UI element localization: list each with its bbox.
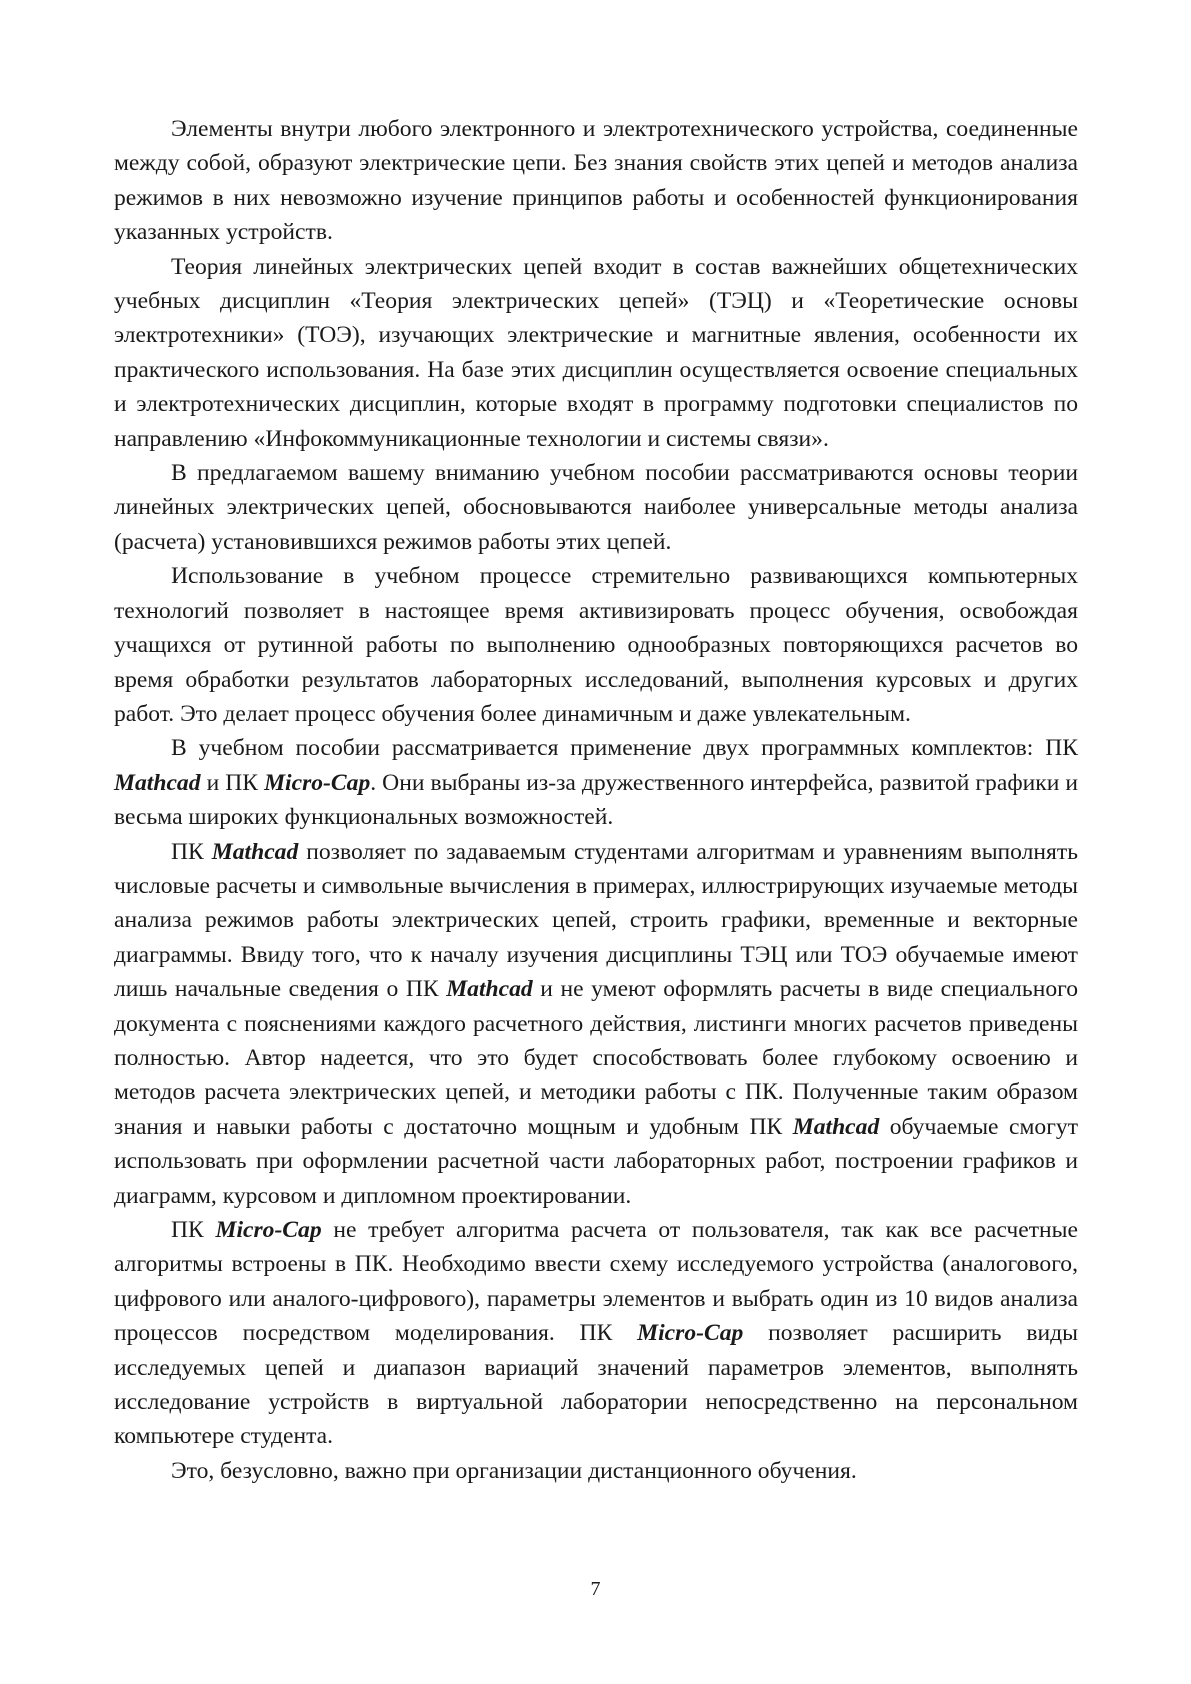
paragraph-text: позволяет по задаваемым студентами алгоритмам и уравнениям выполнять числовые расчеты и символьные вычисления в примерах, иллюстрирующих изучаемые методы анализа режимов работы электрических цепей, строить графики, временные и векторные диаграммы. Ввиду того, что к началу изучения дисциплины ТЭЦ или ТОЭ обучаемые имеют лишь начальные сведения о ПК <box>114 838 1078 1003</box>
paragraph-text: ПК <box>171 838 212 865</box>
emphasized-term: Mathcad <box>792 1113 880 1140</box>
paragraph-text: Использование в учебном процессе стремительно развивающихся компьютерных технологий позволяет в настоящее время активизировать процесс обучения, освобождая учащихся от рутинной работы по выполнению однообразных повторяющихся расчетов во время обработки результатов лабораторных исследований, выполнения курсовых и других работ. Это делает процесс обучения более динамичным и даже увлекательным. <box>114 563 1078 727</box>
paragraph <box>114 559 1078 731</box>
paragraph-text: Элементы внутри любого электронного и электротехнического устройства, соединенные между собой, образуют электрические цепи. Без знания свойств этих цепей и методов анализа режимов в них невозможно изучение принципов работы и особенностей функционирования указанных устройств. <box>114 116 1078 246</box>
paragraph-text: ПК <box>171 1217 216 1243</box>
paragraph <box>114 835 1078 1213</box>
paragraph-text: . Они выбраны из-за дружественного интерфейса, развитой графики и весьма широких функциональных возможностей. <box>114 769 1078 831</box>
paragraph-text: Это, безусловно, важно при организации дистанционного обучения. <box>171 1457 857 1484</box>
paragraph <box>114 112 1078 250</box>
emphasized-term: Mathcad <box>114 769 201 796</box>
emphasized-term: Mathcad <box>211 838 299 865</box>
paragraph-text: обучаемые смогут использовать при оформлении расчетной части лабораторных работ, построении графиков и диаграмм, курсовом и дипломном проектировании. <box>114 1113 1079 1209</box>
document-body <box>114 112 1078 1488</box>
paragraph-text: позволяет расширить виды исследуемых цепей и диапазон вариаций значений параметров элементов, выполнять исследование устройств в виртуальной лаборатории непосредственно на персональном компьютере студента. <box>114 1320 1078 1450</box>
emphasized-term: Micro-Cap <box>215 1217 322 1243</box>
paragraph <box>114 456 1078 559</box>
paragraph-text: В предлагаемом вашему вниманию учебном пособии рассматриваются основы теории линейных электрических цепей, обосновываются наиболее универсальные методы анализа (расчета) установившихся режимов работы этих цепей. <box>114 460 1078 555</box>
page-number: 7 <box>590 1578 601 1600</box>
emphasized-term: Micro-Cap <box>637 1320 744 1347</box>
paragraph-text: Теория линейных электрических цепей входит в состав важнейших общетехнических учебных дисциплин «Теория электрических цепей» (ТЭЦ) и «Теоретические основы электротехники» (ТОЭ), изучающих электрические и магнитные явления, особенности их практического использования. На базе этих дисциплин осуществляется освоение специальных и электротехнических дисциплин, которые входят в программу подготовки специалистов по направлению «Инфокоммуникационные технологии и системы связи». <box>114 253 1078 452</box>
paragraph-text: В учебном пособии рассматривается применение двух программных комплектов: ПК <box>171 735 1078 762</box>
emphasized-term: Mathcad <box>446 976 533 1003</box>
paragraph <box>114 1454 1078 1488</box>
paragraph <box>114 731 1078 834</box>
paragraph-text: и ПК <box>200 769 265 796</box>
paragraph-text: не требует алгоритма расчета от пользователя, так как все расчетные алгоритмы встроены в ПК. Необходимо ввести схему исследуемого устройства (аналогового, цифрового или аналого-цифрового), параметры элементов и выбрать один из 10 видов анализа процессов посредством моделирования. ПК <box>114 1217 1078 1347</box>
emphasized-term: Micro-Cap <box>264 769 371 796</box>
paragraph-text: и не умеют оформлять расчеты в виде специального документа с пояснениями каждого расчетного действия, листинги многих расчетов приведены полностью. Автор надеется, что это будет способствовать более глубокому освоению и методов расчета электрических цепей, и методики работы с ПК. Полученные таким образом знания и навыки работы с достаточно мощным и удобным ПК <box>114 976 1079 1140</box>
paragraph <box>114 250 1078 456</box>
paragraph <box>114 1213 1078 1454</box>
